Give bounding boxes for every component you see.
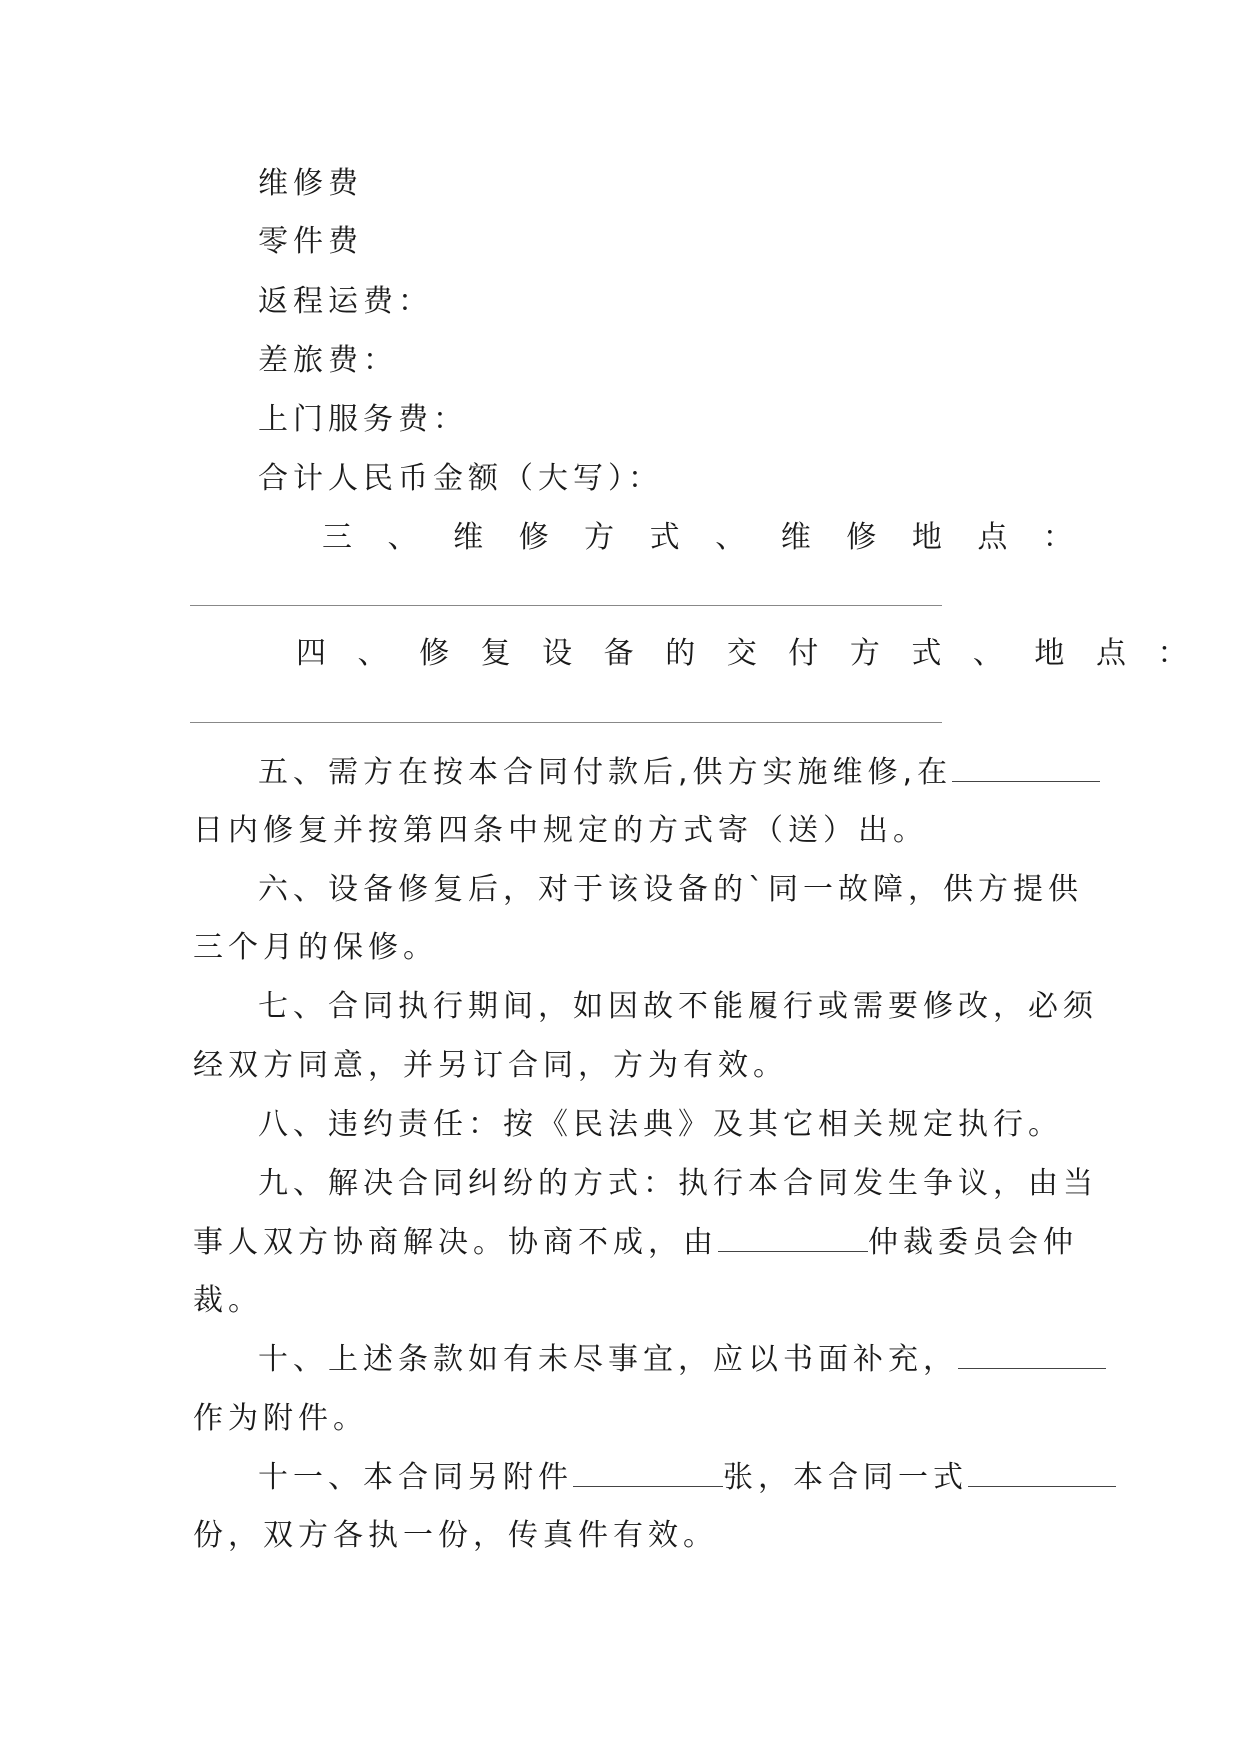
clause-9-line-a: 九、解决合同纠纷的方式：执行本合同发生争议，由当 xyxy=(258,1166,1098,1201)
clause-5-line-b: 日内修复并按第四条中规定的方式寄（送）出。 xyxy=(193,813,928,848)
clause-7-line-b: 经双方同意，并另订合同，方为有效。 xyxy=(193,1048,788,1083)
total-rmb-line: 合计人民币金额（大写）： xyxy=(258,461,663,496)
copies-blank xyxy=(968,1458,1116,1487)
clause-11-text-2: 张，本合同一式 xyxy=(723,1460,968,1495)
clause-11-line-a xyxy=(258,1458,1116,1498)
clause-9-line-c: 裁。 xyxy=(193,1283,263,1318)
fee-travel-line: 差旅费： xyxy=(258,343,398,378)
clause-11-text-1: 十一、本合同另附件 xyxy=(258,1460,573,1495)
clause-9-text-1: 事人双方协商解决。协商不成，由 xyxy=(193,1225,718,1260)
clause-5-line-a xyxy=(258,753,1100,793)
clause-4-fill-line xyxy=(190,722,942,723)
fee-parts-line: 零件费 xyxy=(258,224,363,259)
clause-6-line-a: 六、设备修复后，对于该设备的`同一故障，供方提供 xyxy=(258,872,1083,907)
fee-return-freight-line: 返程运费： xyxy=(258,284,433,319)
arbitration-blank xyxy=(718,1223,868,1252)
clause-4-line: 四 、 修 复 设 备 的 交 付 方 式 、 地 点 ： xyxy=(296,636,1192,671)
clause-7-line-a: 七、合同执行期间，如因故不能履行或需要修改，必须 xyxy=(258,989,1098,1024)
clause-11-line-b: 份，双方各执一份，传真件有效。 xyxy=(193,1518,718,1553)
clause-10-text: 十、上述条款如有未尽事宜，应以书面补充， xyxy=(258,1342,958,1377)
fee-repair-line: 维修费 xyxy=(258,166,363,201)
days-blank xyxy=(952,753,1100,782)
clause-9-line-b xyxy=(193,1223,1078,1263)
clause-8-line: 八、违约责任：按《民法典》及其它相关规定执行。 xyxy=(258,1107,1063,1142)
clause-3-fill-line xyxy=(190,605,942,606)
clause-5-text: 五、需方在按本合同付款后,供方实施维修,在 xyxy=(258,755,953,790)
clause-6-line-b: 三个月的保修。 xyxy=(193,930,438,965)
fee-onsite-line: 上门服务费： xyxy=(258,402,468,437)
clause-9-text-2: 仲裁委员会仲 xyxy=(868,1225,1078,1260)
supplement-blank xyxy=(958,1340,1106,1369)
clause-10-line-b: 作为附件。 xyxy=(193,1401,368,1436)
clause-3-line: 三 、 维 修 方 式 、 维 修 地 点 ： xyxy=(322,520,1077,555)
attachment-count-blank xyxy=(573,1458,723,1487)
clause-10-line-a xyxy=(258,1340,1106,1380)
